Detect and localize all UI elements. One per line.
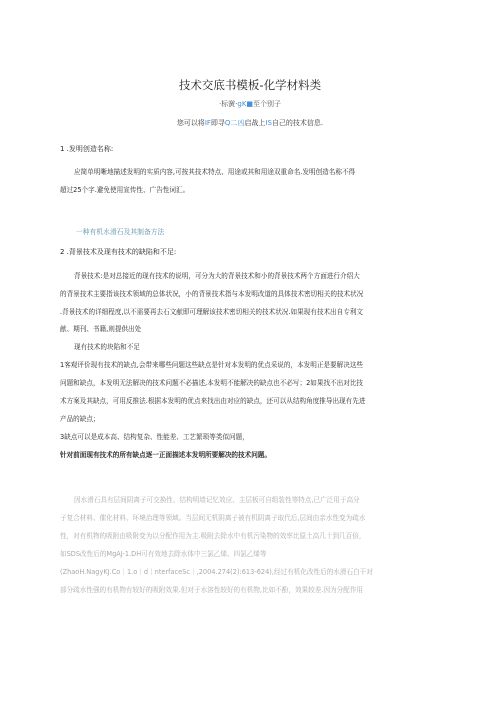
intro-part-4: 自己的技术信息. (271, 119, 324, 127)
section-1-heading: 1 .发明创造名称: (60, 145, 114, 153)
defect-line: 术方案及其缺点，可用反推法.根据本发明的优点来找出由对应的缺点，还可以从结构角度推导出现有先进 (60, 397, 366, 405)
defect-line: 1客观评价现有技术的缺点,会带来哪些问题这些缺点是针对本发明的优点采说的，本发明正是要解决这些 (60, 361, 364, 369)
defect-summary-line: 针对前面现有技术的所有缺点逐一正面描述本发明所要解决的技术问题。 (60, 451, 271, 459)
example-line: (ZhaoH.NagyKJ.Co｜1.o｜d｜nterfaceSc｜,2004.274(2):613-624),经过有机化改性后的水滑石白干对 (60, 568, 373, 576)
defect-line: 产品的缺点； (60, 415, 100, 423)
intro-part-2: 即寻 (210, 119, 225, 127)
subtitle-suffix: 至个别子 (253, 100, 282, 108)
doc-title: 技术交底书模板-化学材料类 (178, 78, 322, 92)
intro-part-1: 您可以将 (176, 119, 205, 127)
doc-subtitle (0, 99, 500, 109)
section-1-line: 应简单明晰地描述发明的实质内容,可按其技术特点、用途或其和用途双重命名.发明创造名称不得 (74, 168, 356, 176)
doc-intro (0, 118, 500, 128)
example-line: 因水滑石具有层间阴离子可交换性、结构明墙记忆效应、主层板可自组装性等特点,已广泛用于高分 (74, 496, 360, 504)
invention-topic: 一种有机水滑石及其制备方法 (76, 228, 165, 236)
intro-blue-2: Q二凶 (224, 119, 245, 127)
intro-part-3: 启战上 (244, 119, 266, 127)
example-line: 性，对有机物的吸附由吸附变为以分配作用为主.吸附去除水中有机污染物的效率比原土高几十到几百倍， (60, 532, 366, 540)
subtitle-prefix: ·标黉· (218, 100, 238, 108)
section-2-heading: 2 .背景技术及现有技术的缺陷和不足: (60, 248, 177, 256)
intro-blue-1: IF (204, 119, 211, 127)
intro-blue-3: IS (265, 119, 272, 127)
example-line: 部分疏水性强的有机物有较好的吸附效果.但对于水溶性较好的有机物,比如不酚，效果较差.因为分配作用 (60, 586, 364, 594)
defect-line: 问题和缺点，本发明无法解决的技术问题不必描述,本发明不能解决的缺点也不必写；2如果找不出对比技 (60, 379, 364, 387)
defect-line: 3缺点可以是成本高、结构复杂、性能差、工艺繁琐等类似问题， (60, 433, 249, 441)
background-line: .背景技术的详细程度,以不需要再去石文献即可理解该技术密切相关的技术状况.如果现有技术出自专利文 (60, 308, 364, 316)
section-1-line: 超过25个字.避免使用宣传性、广告性词汇。 (60, 186, 190, 194)
background-line: 献、期刊、书籍,则提供出处 (60, 325, 142, 333)
background-line: 的背景技术主要指该技术领域的总体状况，小的背景技术指与本发明改道的具体技术密切相关的技术状况 (60, 290, 364, 298)
defect-title: 现有技术的块陷和不足 (74, 343, 140, 351)
subtitle-blue-text: gK■ (237, 100, 254, 108)
background-line: 背景技术:是对总接近的现有技术的说明，可分为大的背景技术和小的背景技术两个方面进行介绍大 (74, 272, 360, 280)
example-line: 子复合材料、催化材料、环境治理等领域。当层间无机阴离子被有机阴离子取代后,层间由亲水性变为疏水 (60, 514, 366, 522)
example-line: 如SDS改性后的MgAJ-1.DH可有效地去除水体中三氯乙烯、四氯乙烯等 (60, 550, 267, 558)
